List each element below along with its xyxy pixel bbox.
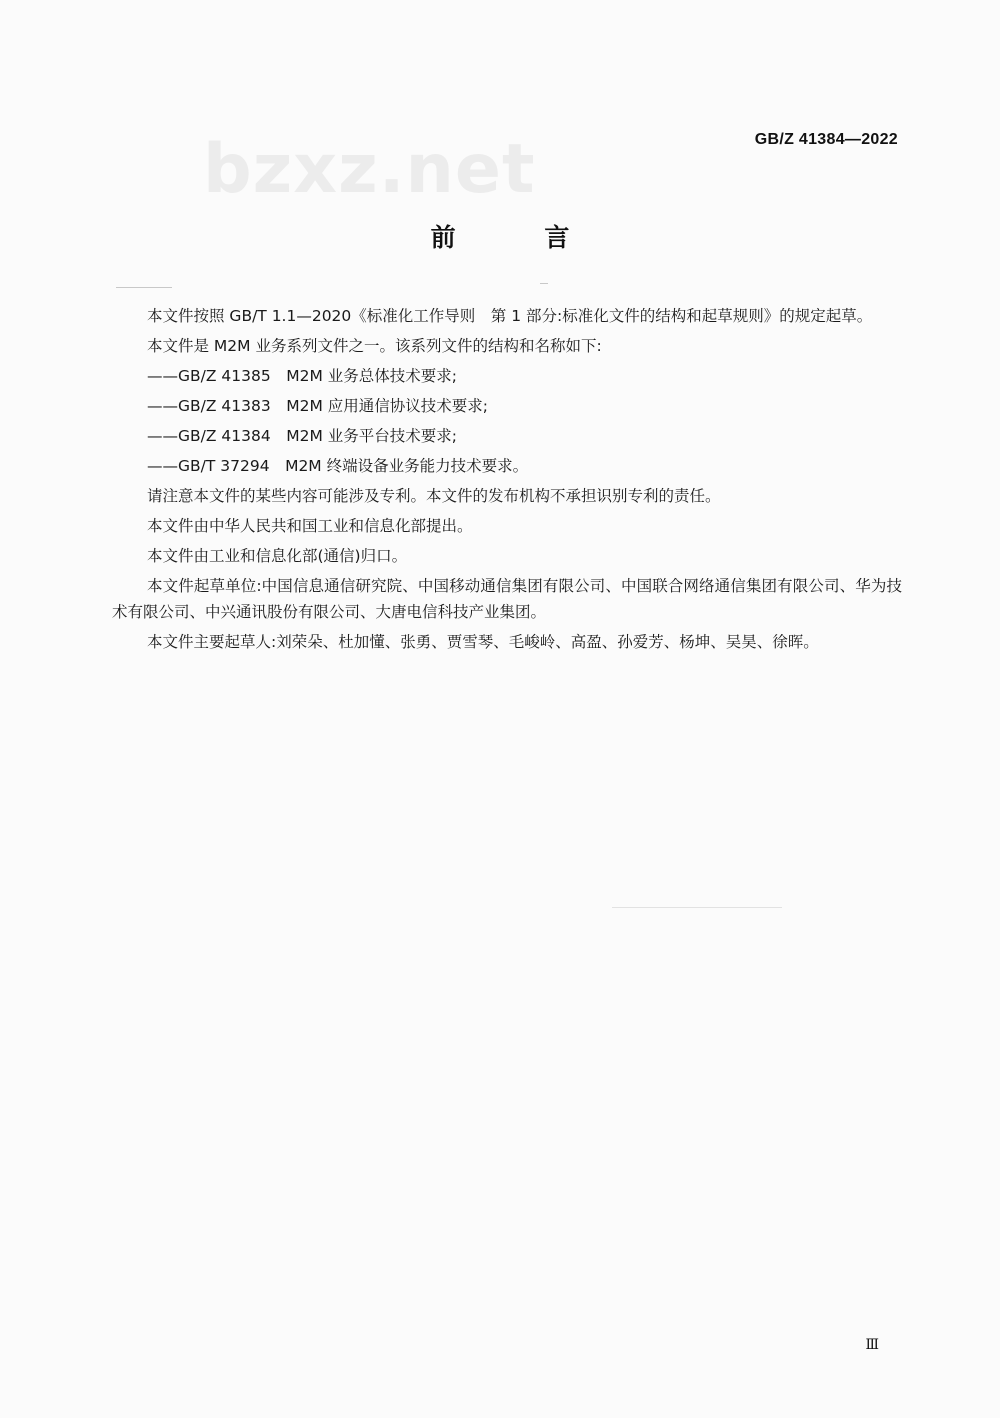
page-number: Ⅲ	[865, 1337, 879, 1353]
document-code: GB/Z 41384—2022	[754, 131, 898, 148]
list-item: ——GB/Z 41383 M2M 应用通信协议技术要求;	[147, 397, 488, 415]
preface-body	[112, 303, 902, 659]
paragraph-patent-notice: 请注意本文件的某些内容可能涉及专利。本文件的发布机构不承担识别专利的责任。	[147, 487, 721, 505]
page-title: 前 言	[430, 223, 610, 252]
list-item: ——GB/Z 41384 M2M 业务平台技术要求;	[147, 427, 457, 445]
scan-mark-left	[116, 287, 172, 288]
watermark: bzxz.net	[203, 130, 536, 209]
paragraph-administrator: 本文件由工业和信息化部(通信)归口。	[147, 547, 408, 565]
list-item: ——GB/T 37294 M2M 终端设备业务能力技术要求。	[147, 457, 529, 475]
paragraph-series-intro: 本文件是 M2M 业务系列文件之一。该系列文件的结构和名称如下:	[147, 337, 602, 355]
scan-mark-mid	[612, 907, 782, 908]
paragraph-drafting-units: 本文件起草单位:中国信息通信研究院、中国移动通信集团有限公司、中国联合网络通信集团有限公司、华为技术有限公司、中兴通讯股份有限公司、大唐电信科技产业集团。	[112, 577, 902, 621]
list-item: ——GB/Z 41385 M2M 业务总体技术要求;	[147, 367, 457, 385]
paragraph-drafting-rules: 本文件按照 GB/T 1.1—2020《标准化工作导则 第 1 部分:标准化文件的结构和起草规则》的规定起草。	[147, 307, 873, 325]
paragraph-drafters: 本文件主要起草人:刘荣朵、杜加懂、张勇、贾雪琴、毛峻岭、高盈、孙爱芳、杨坤、吴昊、徐晖。	[147, 633, 819, 651]
paragraph-proposer: 本文件由中华人民共和国工业和信息化部提出。	[147, 517, 473, 535]
scan-mark-right	[540, 283, 548, 284]
